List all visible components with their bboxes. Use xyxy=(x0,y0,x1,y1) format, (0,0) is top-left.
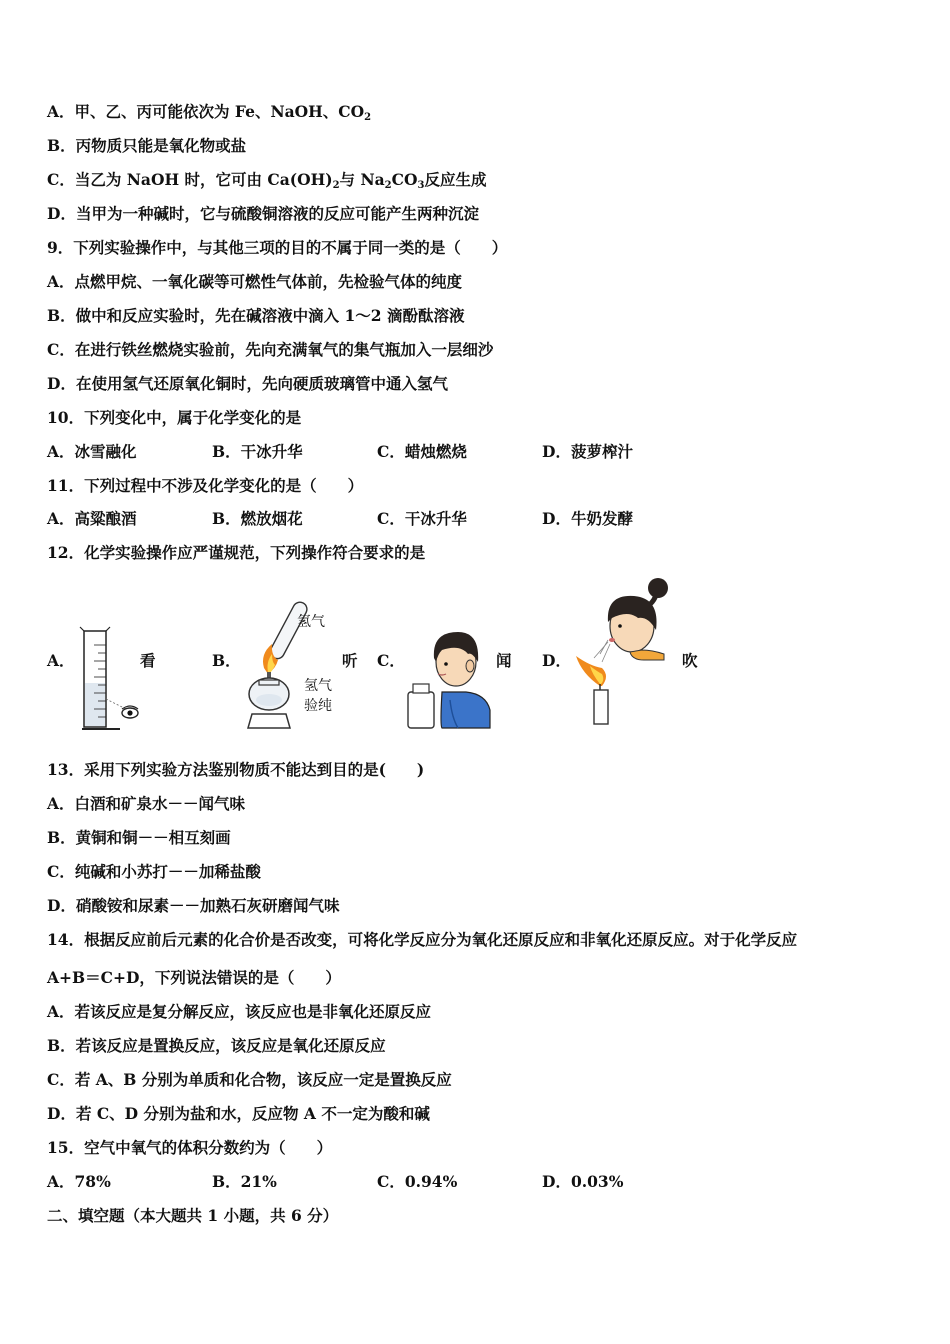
q12-stem: 12．化学实验操作应严谨规范，下列操作符合要求的是 xyxy=(47,543,426,562)
girl-blowing-candle-figure xyxy=(572,576,676,728)
boy-smelling-figure xyxy=(402,622,492,730)
q11-option-b: B．燃放烟花 xyxy=(212,509,303,528)
q10-option-c: C．蜡烛燃烧 xyxy=(377,442,467,461)
q12-option-b-caption: 听 xyxy=(342,651,358,670)
q12-option-a-caption: 看 xyxy=(140,651,156,670)
q9-option-a: A．点燃甲烷、一氧化碳等可燃性气体前，先检验气体的纯度 xyxy=(47,272,463,291)
q14-option-c: C．若 A、B 分别为单质和化合物，该反应一定是置换反应 xyxy=(47,1070,452,1089)
q10-option-d: D．菠萝榨汁 xyxy=(542,442,633,461)
q15-option-d: D．0.03% xyxy=(542,1172,624,1191)
q11-option-d: D．牛奶发酵 xyxy=(542,509,633,528)
q12-option-b-letter: B． xyxy=(212,651,241,670)
q14-option-a: A．若该反应是复分解反应，该反应也是非氧化还原反应 xyxy=(47,1002,432,1021)
q9-stem: 9．下列实验操作中，与其他三项的目的不属于同一类的是（ ） xyxy=(47,238,508,257)
section-2-heading: 二、填空题（本大题共 1 小题，共 6 分） xyxy=(47,1206,339,1225)
q13-option-b: B．黄铜和铜－－相互刻画 xyxy=(47,828,231,847)
burner-label-hydrogen: 氢气 xyxy=(304,678,332,694)
q15-option-c: C．0.94% xyxy=(377,1172,458,1191)
graduated-cylinder-figure xyxy=(72,625,144,733)
q11-stem: 11．下列过程中不涉及化学变化的是（ ） xyxy=(47,476,364,495)
q10-option-b: B．干冰升华 xyxy=(212,442,303,461)
q12-option-a-letter: A． xyxy=(47,651,75,670)
q8-option-d: D．当甲为一种碱时，它与硫酸铜溶液的反应可能产生两种沉淀 xyxy=(47,204,479,223)
tube-label-hydrogen: 氢气 xyxy=(297,614,325,630)
q9-option-b: B．做中和反应实验时，先在碱溶液中滴入 1～2 滴酚酞溶液 xyxy=(47,306,465,325)
q14-option-d: D．若 C、D 分别为盐和水，反应物 A 不一定为酸和碱 xyxy=(47,1104,430,1123)
q14-stem-line2: A+B＝C+D，下列说法错误的是（ ） xyxy=(47,968,341,987)
q9-option-d: D．在使用氢气还原氧化铜时，先向硬质玻璃管中通入氢气 xyxy=(47,374,448,393)
q13-option-c: C．纯碱和小苏打－－加稀盐酸 xyxy=(47,862,261,881)
q9-option-c: C．在进行铁丝燃烧实验前，先向充满氧气的集气瓶加入一层细沙 xyxy=(47,340,494,359)
q11-option-c: C．干冰升华 xyxy=(377,509,467,528)
q12-option-d-caption: 吹 xyxy=(682,651,698,670)
q12-option-d-letter: D． xyxy=(542,651,571,670)
q14-option-b: B．若该反应是置换反应，该反应是氧化还原反应 xyxy=(47,1036,386,1055)
q14-stem-line1: 14．根据反应前后元素的化合价是否改变，可将化学反应分为氧化还原反应和非氧化还原反应。对于化学反应 xyxy=(47,930,798,949)
burner-label-purity: 验纯 xyxy=(304,698,332,714)
q12-option-c-letter: C． xyxy=(377,651,405,670)
q15-option-a: A．78% xyxy=(47,1172,111,1191)
q10-option-a: A．冰雪融化 xyxy=(47,442,137,461)
q15-stem: 15．空气中氧气的体积分数约为（ ） xyxy=(47,1138,333,1157)
q13-option-a: A．白酒和矿泉水－－闻气味 xyxy=(47,794,246,813)
q13-option-d: D．硝酸铵和尿素－－加熟石灰研磨闻气味 xyxy=(47,896,340,915)
q8-option-c: C．当乙为 NaOH 时，它可由 $Ca(OH)_2$与 $Na_2CO_3$反应生成 xyxy=(47,170,487,191)
q13-stem: 13．采用下列实验方法鉴别物质不能达到目的是( ) xyxy=(47,760,425,779)
q12-option-c-caption: 闻 xyxy=(496,651,512,670)
q15-option-b: B．21% xyxy=(212,1172,277,1191)
q10-stem: 10．下列变化中，属于化学变化的是 xyxy=(47,408,302,427)
q8-option-b: B．丙物质只能是氧化物或盐 xyxy=(47,136,247,155)
q11-option-a: A．高粱酿酒 xyxy=(47,509,137,528)
q8-option-a: A．甲、乙、丙可能依次为 Fe、NaOH、$CO_2$ xyxy=(47,102,372,123)
